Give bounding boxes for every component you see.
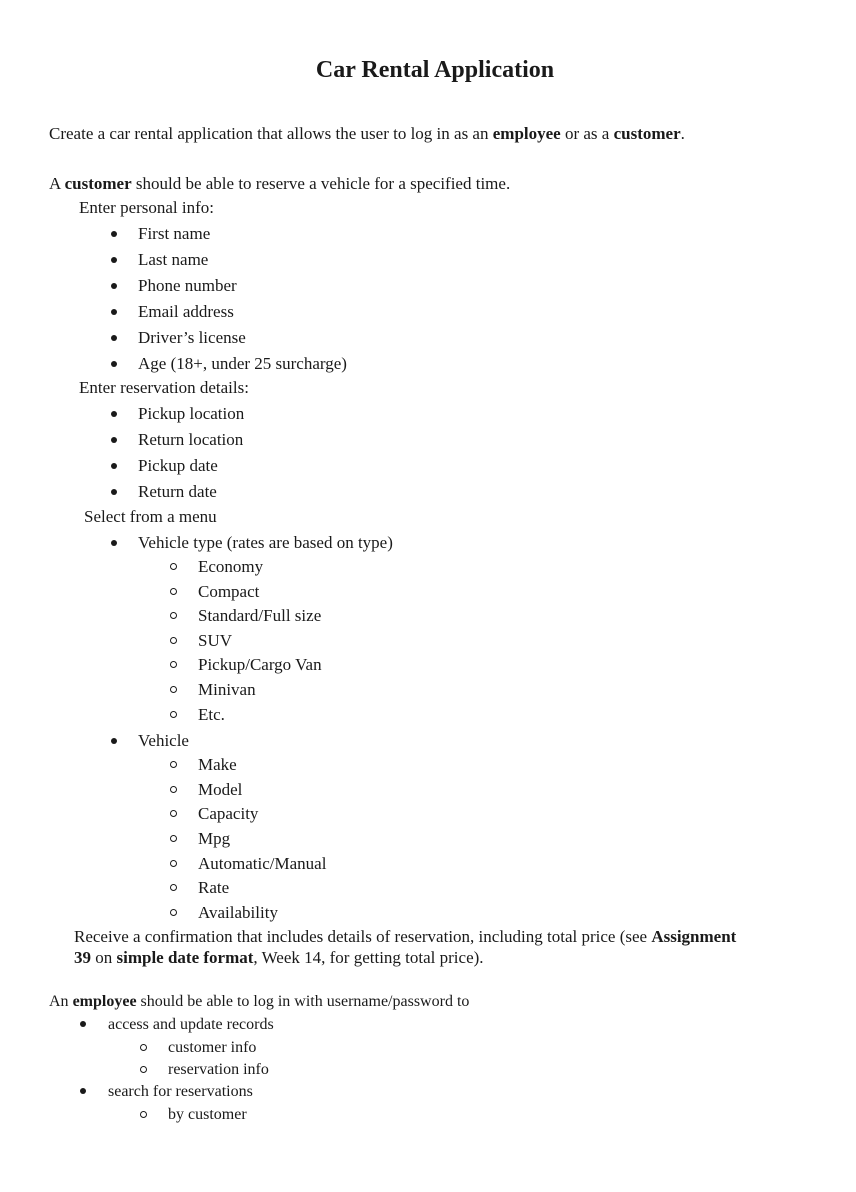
sub-list-item: Rate (198, 878, 230, 897)
sub-list-item: by customer (168, 1106, 247, 1123)
list-item: Vehicle type (rates are based on type) (138, 533, 393, 552)
sub-list-item: customer info (168, 1039, 257, 1056)
sub-list-item: Etc. (198, 705, 225, 724)
list-item: Age (18+, under 25 surcharge) (138, 354, 347, 373)
list-item: Phone number (138, 276, 237, 295)
list-item: Driver’s license (138, 328, 246, 347)
sub-list-item: Economy (198, 557, 264, 576)
list-item: Last name (138, 250, 209, 269)
sub-list-item: Availability (198, 903, 278, 922)
customer-paragraph: A customer should be able to reserve a vehicle for a specified time. (49, 174, 511, 193)
sub-list-item: SUV (198, 631, 233, 650)
list-item: Pickup date (138, 456, 218, 475)
list-item: Email address (138, 302, 234, 321)
list-item: Pickup location (138, 404, 245, 423)
confirmation-line-1: Receive a confirmation that includes details of reservation, including total price (see Assignment (74, 927, 737, 946)
sub-list-item: Compact (198, 582, 260, 601)
sub-list-item: Mpg (198, 829, 231, 848)
list-item: access and update records (108, 1016, 274, 1033)
list-item: First name (138, 224, 211, 243)
reservation-details-heading: Enter reservation details: (79, 378, 249, 397)
personal-info-heading: Enter personal info: (79, 198, 215, 217)
sub-list-item: Minivan (198, 680, 256, 699)
employee-paragraph: An employee should be able to log in with username/password to (49, 993, 470, 1010)
sub-list-item: Make (198, 755, 237, 774)
sub-list-item: Standard/Full size (198, 606, 322, 625)
page-title: Car Rental Application (315, 57, 555, 83)
list-item: Vehicle (138, 731, 189, 750)
intro-paragraph: Create a car rental application that allows the user to log in as an employee or as a customer. (49, 124, 685, 143)
list-item: Return location (138, 430, 244, 449)
list-item: search for reservations (108, 1083, 253, 1100)
confirmation-line-2: 39 on simple date format, Week 14, for getting total price). (74, 948, 484, 967)
sub-list-item: reservation info (168, 1061, 269, 1078)
list-item: Return date (138, 482, 217, 501)
sub-list-item: Capacity (198, 804, 259, 823)
sub-list-item: Pickup/Cargo Van (198, 655, 322, 674)
sub-list-item: Model (198, 780, 243, 799)
sub-list-item: Automatic/Manual (198, 854, 327, 873)
menu-heading: Select from a menu (84, 507, 217, 526)
